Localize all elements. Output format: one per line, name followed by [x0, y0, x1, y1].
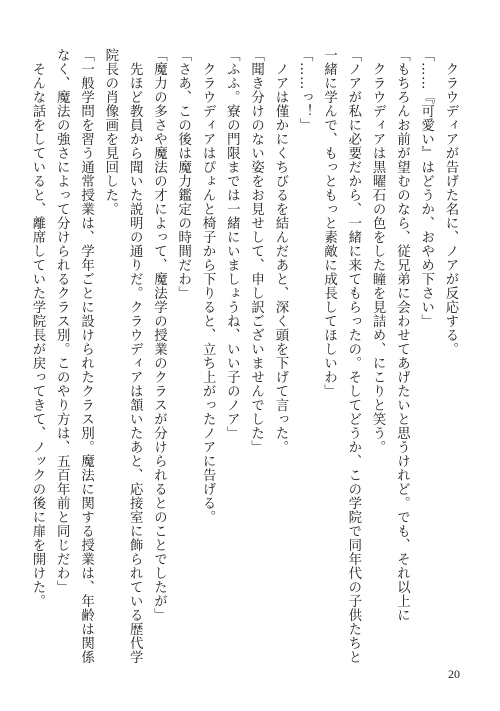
text-line: 「さあ、この後は魔力鑑定の時間だわ」 — [175, 48, 191, 300]
text-line: クラウディアはぴょんと椅子から下りると、立ち上がったノアに告げる。 — [200, 48, 216, 524]
text-line: 「……『可愛い』はどうか、おやめ下さい」 — [418, 48, 434, 328]
text-line: 「ノアが私に必要だから、一緒に来てもらったの。そしてどうか、この学院で同年代の子供たちと — [345, 48, 361, 664]
text-line: 一緒に学んで、もっともっと素敵に成長してほしいわ」 — [321, 48, 337, 398]
text-line: 「……っ！」 — [297, 48, 313, 132]
page-number: 20 — [448, 667, 460, 681]
text-line: なく、魔法の強さによって分けられるクラス別。このやり方は、五百年前と同じだわ」 — [54, 48, 70, 594]
text-line: クラウディアが告げた名に、ノアが反応する。 — [443, 48, 458, 356]
text-line: そんな話をしていると、離席していた学院長が戻ってきて、ノックの後に扉を開けた。 — [29, 48, 45, 608]
text-line: 「もちろんお前が望むのなら、従兄弟に会わせてあげたいと思うけれど。でも、それ以上に — [394, 48, 410, 622]
text-line: 「一般学問を習う通常授業は、学年ごとに設けられたクラス別。魔法に関する授業は、年齢は関係 — [78, 48, 94, 664]
text-line: ノアは僅かにくちびるを結んだあと、深く頭を下げて言った。 — [272, 48, 288, 454]
text-line: 「魔力の多さや魔法の才によって、魔法学の授業のクラスが分けられるとのことでしたが」 — [151, 48, 167, 622]
text-line: クラウディアは黒曜石の色をした瞳を見詰め、にこりと笑う。 — [370, 48, 386, 454]
vertical-text-body — [29, 48, 462, 664]
text-line: 「ふふ。寮の門限までは一緒にいましょうね、いい子のノア」 — [224, 48, 240, 440]
text-line: 「聞き分けのない姿をお見せして、申し訳ございませんでした」 — [248, 48, 264, 454]
text-line: 院長の肖像画を見回した。 — [102, 48, 118, 216]
text-line: 先ほど教員から聞いた説明の通りだ。クラウディアは頷いたあと、応接室に飾られている歴代学 — [127, 48, 143, 664]
